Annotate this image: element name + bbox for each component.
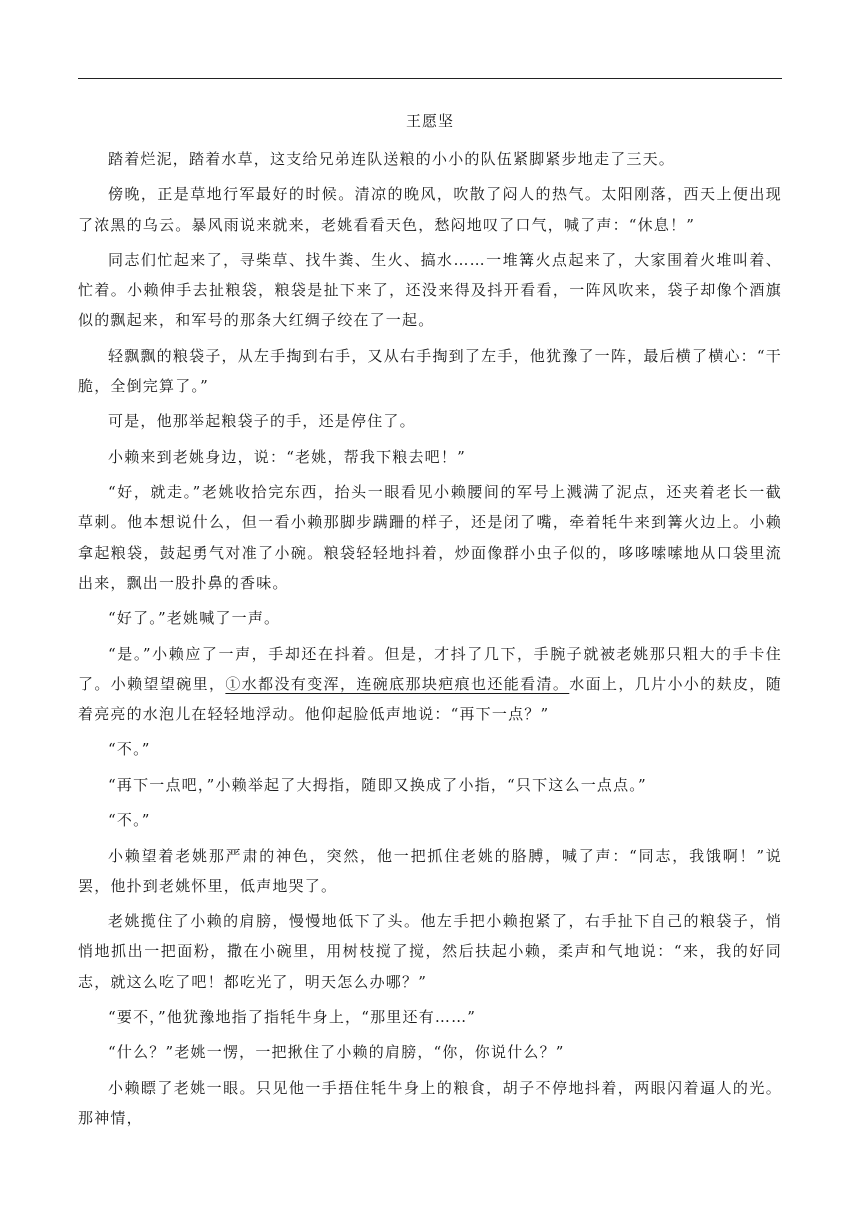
paragraph: [78, 406, 782, 436]
paragraph: [78, 1073, 782, 1133]
paragraph-text: “要不，”他犹豫地指了指牦牛身上，“那里还有……”: [108, 1007, 477, 1026]
paragraph-text: 老姚揽住了小赖的肩膀，慢慢地低下了头。他左手把小赖抱紧了，右手扯下自己的粮袋子，悄悄地抓出一把面粉，撒在小碗里，用树枝搅了搅，然后扶起小赖，柔声和气地说：“来，我的好同志，就这么吃了吧！都吃光了，明天怎么办哪？”: [78, 912, 782, 991]
paragraph-text: “不。”: [108, 811, 151, 830]
paragraph-text: 小赖望着老姚那严肃的神色，突然，他一把抓住老姚的胳膊，喊了声：“同志，我饿啊！”说罢，他扑到老姚怀里，低声地哭了。: [78, 846, 782, 895]
paragraph-text: 傍晚，正是草地行军最好的时候。清凉的晚风，吹散了闷人的热气。太阳刚落，西天上便出现了浓黑的乌云。暴风雨说来就来，老姚看看天色，愁闷地叹了口气，喊了声：“休息！”: [78, 185, 782, 234]
paragraph: [78, 906, 782, 997]
paragraph-text: “好了。”老姚喊了一声。: [108, 609, 281, 628]
paragraph-text: 同志们忙起来了，寻柴草、找牛粪、生火、搞水……一堆篝火点起来了，大家围着火堆叫着、忙着。小赖伸手去扯粮袋，粮袋是扯下来了，还没来得及抖开看看，一阵风吹来，袋子却像个酒旗似的飘起来，和军号的那条大红绸子绞在了一起。: [78, 250, 782, 330]
paragraph-text: 小赖来到老姚身边，说：“老姚，帮我下粮去吧！”: [108, 447, 466, 466]
paragraph: [78, 179, 782, 239]
paragraph: [78, 603, 782, 633]
paragraph-text: “好，就走。”老姚收拾完东西，抬头一眼看见小赖腰间的军号上溅满了泥点，还夹着老长一截草刺。他本想说什么，但一看小赖那脚步蹒跚的样子，还是闭了嘴，牵着牦牛来到篝火边上。小赖拿起粮袋，鼓起勇气对准了小碗。粮袋轻轻地抖着，炒面像群小虫子似的，哆哆嗦嗦地从口袋里流出来，飘出一股扑鼻的香味。: [78, 483, 782, 592]
paragraph-text: “是。”小赖应了一声，手却还在抖着。但是，才抖了几下，手腕子就被老姚那只粗大的手卡住了。小赖望望碗里，: [78, 644, 782, 693]
article-body: [78, 144, 782, 1133]
paragraph: [78, 144, 782, 174]
paragraph-text: “再下一点吧，”小赖举起了大拇指，随即又换成了小指，“只下这么一点点。”: [108, 775, 647, 794]
paragraph: [78, 770, 782, 800]
paragraph: [78, 639, 782, 730]
paragraph-text: 轻飘飘的粮袋子，从左手掏到右手，又从右手掏到了左手，他犹豫了一阵，最后横了横心：“干脆，全倒完算了。”: [78, 346, 782, 395]
paragraph-text: 水面上，几片小小的麸皮，随着亮亮的水泡儿在轻轻地浮动。他仰起脸低声地说：“再下一点？”: [78, 674, 782, 723]
header-rule: [78, 78, 782, 79]
paragraph: [78, 245, 782, 336]
paragraph: [78, 341, 782, 401]
author-name: 王愿坚: [405, 112, 454, 130]
paragraph-text: 踏着烂泥，踏着水草，这支给兄弟连队送粮的小小的队伍紧脚紧步地走了三天。: [108, 150, 676, 168]
paragraph: [78, 841, 782, 901]
paragraph: [78, 1002, 782, 1032]
paragraph: [78, 734, 782, 764]
paragraph-text: “不。”: [108, 740, 151, 759]
paragraph: [78, 1037, 782, 1067]
paragraph: [78, 477, 782, 598]
paragraph-text: 小赖瞟了老姚一眼。只见他一手捂住牦牛身上的粮食，胡子不停地抖着，两眼闪着逼人的光。那神情，: [78, 1078, 782, 1127]
paragraph-text: “什么？”老姚一愣，一把揪住了小赖的肩膀，“你，你说什么？”: [108, 1043, 565, 1062]
underlined-sentence: ①水都没有变浑，连碗底那块疤痕也还能看清。: [225, 674, 570, 693]
paragraph: [78, 805, 782, 835]
paragraph-text: 可是，他那举起粮袋子的手，还是停住了。: [108, 412, 416, 431]
paragraph: [78, 442, 782, 472]
